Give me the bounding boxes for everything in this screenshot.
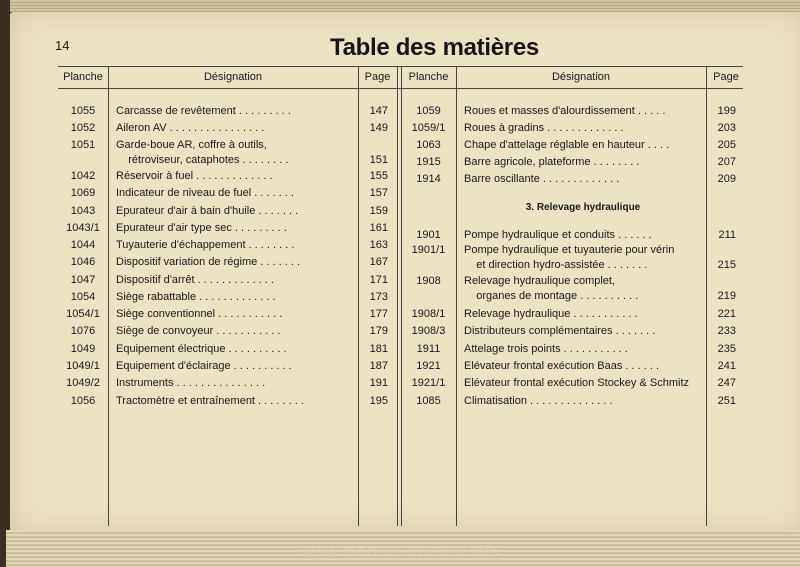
toc-designation: Garde-boue AR, coffre à outils, <box>116 139 267 151</box>
toc-planche: 1901/1 <box>411 244 446 256</box>
toc-designation: Siège rabattable . . . . . . . . . . . . . <box>116 291 276 303</box>
toc-designation: Chape d'attelage réglable en hauteur . . . . <box>464 139 670 151</box>
toc-planche: 1049/2 <box>66 377 100 389</box>
toc-planche: 1076 <box>70 325 96 337</box>
toc-page: 211 <box>718 229 736 241</box>
toc-planche: 1908 <box>416 275 441 287</box>
toc-designation: Siège de convoyeur . . . . . . . . . . . <box>116 325 281 337</box>
toc-designation: Tuyauterie d'échappement . . . . . . . . <box>116 239 295 251</box>
toc-planche: 1901 <box>416 229 441 241</box>
toc-designation: Relevage hydraulique complet, <box>464 275 616 287</box>
toc-planche: 1052 <box>70 122 96 134</box>
toc-designation: Barre agricole, plateforme . . . . . . . . <box>464 156 640 168</box>
toc-designation: Climatisation . . . . . . . . . . . . . . <box>464 395 613 407</box>
toc-planche: 1054/1 <box>66 308 100 320</box>
toc-page: 155 <box>369 170 388 182</box>
toc-designation: Tractomètre et entraînement . . . . . . . . <box>116 395 304 407</box>
toc-designation: Barre oscillante . . . . . . . . . . . . . <box>464 173 620 185</box>
toc-designation: Pompe hydraulique et conduits . . . . . . <box>464 229 652 241</box>
toc-page: 161 <box>369 222 388 234</box>
toc-page: 177 <box>369 308 388 320</box>
page-top-edge <box>10 0 800 12</box>
toc-page: 159 <box>369 205 388 217</box>
toc-planche: 1049/1 <box>66 360 100 372</box>
toc-page: 157 <box>369 187 388 199</box>
toc-page: 195 <box>369 395 388 407</box>
toc-designation: Equipement d'éclairage . . . . . . . . . . <box>116 360 292 372</box>
toc-planche: 1921/1 <box>411 377 446 389</box>
toc-designation: Aileron AV . . . . . . . . . . . . . . . . <box>116 122 265 134</box>
toc-planche: 1054 <box>70 291 96 303</box>
toc-page: 187 <box>369 360 388 372</box>
toc-page: 209 <box>717 173 736 185</box>
toc-page: 149 <box>369 122 388 134</box>
toc-designation: Attelage trois points . . . . . . . . . . . <box>464 343 628 355</box>
toc-page: 147 <box>369 105 388 117</box>
toc-designation: Roues à gradins . . . . . . . . . . . . . <box>464 122 624 134</box>
toc-planche: 1915 <box>416 156 441 168</box>
page-title: Table des matières <box>330 34 539 61</box>
toc-planche: 1043/1 <box>66 222 100 234</box>
toc-planche: 1059/1 <box>411 122 446 134</box>
toc-designation: Epurateur d'air type sec . . . . . . . . . <box>116 222 287 234</box>
page-number: 14 <box>55 38 70 53</box>
toc-page: 199 <box>717 105 736 117</box>
toc-designation: Réservoir à fuel . . . . . . . . . . . . . <box>116 170 273 182</box>
toc-page: 233 <box>717 325 736 337</box>
toc-designation: Roues et masses d'alourdissement . . . . . <box>464 105 666 117</box>
toc-designation: Elévateur frontal exécution Stockey & Schmitz <box>464 377 689 389</box>
toc-page: 247 <box>717 377 736 389</box>
toc-designation: Dispositif variation de régime . . . . . . . <box>116 256 301 268</box>
toc-planche: 1059 <box>416 105 441 117</box>
header-planche-left: Planche <box>63 71 103 83</box>
toc-designation: Siège conventionnel . . . . . . . . . . . <box>116 308 283 320</box>
toc-designation: Equipement électrique . . . . . . . . . . <box>116 343 287 355</box>
toc-page: 191 <box>369 377 388 389</box>
toc-planche: 1914 <box>416 173 441 185</box>
toc-planche: 1908/3 <box>411 325 446 337</box>
header-page-right: Page <box>713 71 739 83</box>
toc-designation: Carcasse de revêtement . . . . . . . . . <box>116 105 291 117</box>
watermark: www.manuel-tracteur.info <box>300 542 500 561</box>
toc-planche: 1069 <box>70 187 96 199</box>
document-sheet <box>10 12 800 532</box>
toc-page: 167 <box>369 256 388 268</box>
toc-page: 219 <box>717 290 736 302</box>
toc-planche: 1051 <box>70 139 96 151</box>
toc-planche: 1046 <box>70 256 96 268</box>
header-designation-left: Désignation <box>203 71 263 83</box>
header-planche-right: Planche <box>408 71 449 83</box>
toc-planche: 1049 <box>70 343 96 355</box>
col-divider-mid-a <box>397 66 398 526</box>
toc-planche: 1055 <box>70 105 96 117</box>
section-title: 3. Relevage hydraulique <box>525 202 641 213</box>
toc-planche: 1056 <box>70 395 96 407</box>
toc-page: 173 <box>369 291 388 303</box>
toc-designation: rétroviseur, cataphotes . . . . . . . . <box>116 154 289 166</box>
toc-page: 235 <box>717 343 736 355</box>
toc-designation: Instruments . . . . . . . . . . . . . . . <box>116 377 266 389</box>
toc-page: 181 <box>369 343 388 355</box>
toc-planche: 1043 <box>70 205 96 217</box>
toc-page: 171 <box>369 274 388 286</box>
col-divider-left-1 <box>108 66 109 526</box>
toc-designation: Relevage hydraulique . . . . . . . . . . . <box>464 308 638 320</box>
toc-planche: 1044 <box>70 239 96 251</box>
toc-planche: 1085 <box>416 395 441 407</box>
toc-page: 205 <box>717 139 736 151</box>
toc-page: 215 <box>717 259 736 271</box>
header-page-left: Page <box>364 71 391 83</box>
toc-planche: 1921 <box>416 360 441 372</box>
toc-designation: Distributeurs complémentaires . . . . . . . <box>464 325 656 337</box>
toc-planche: 1911 <box>416 343 441 355</box>
toc-designation: Indicateur de niveau de fuel . . . . . . . <box>116 187 294 199</box>
header-designation-right: Désignation <box>551 71 611 83</box>
toc-designation: Epurateur d'air à bain d'huile . . . . . . . <box>116 205 299 217</box>
toc-page: 207 <box>717 156 736 168</box>
toc-designation: Elévateur frontal exécution Baas . . . . . . <box>464 360 660 372</box>
toc-designation: Pompe hydraulique et tuyauterie pour vérin <box>464 244 675 256</box>
col-divider-right-1 <box>456 66 457 526</box>
toc-planche: 1042 <box>70 170 96 182</box>
toc-planche: 1047 <box>70 274 96 286</box>
toc-designation: organes de montage . . . . . . . . . . <box>464 290 639 302</box>
toc-planche: 1908/1 <box>411 308 446 320</box>
col-divider-mid-b <box>401 66 402 526</box>
toc-designation: et direction hydro-assistée . . . . . . . <box>464 259 648 271</box>
toc-designation: Dispositif d'arrêt . . . . . . . . . . . . . <box>116 274 274 286</box>
toc-page: 179 <box>369 325 388 337</box>
toc-page: 241 <box>717 360 736 372</box>
toc-page: 203 <box>717 122 736 134</box>
toc-page: 221 <box>717 308 736 320</box>
toc-page: 163 <box>369 239 388 251</box>
toc-page: 251 <box>717 395 736 407</box>
toc-page: 151 <box>369 154 388 166</box>
toc-planche: 1063 <box>416 139 441 151</box>
